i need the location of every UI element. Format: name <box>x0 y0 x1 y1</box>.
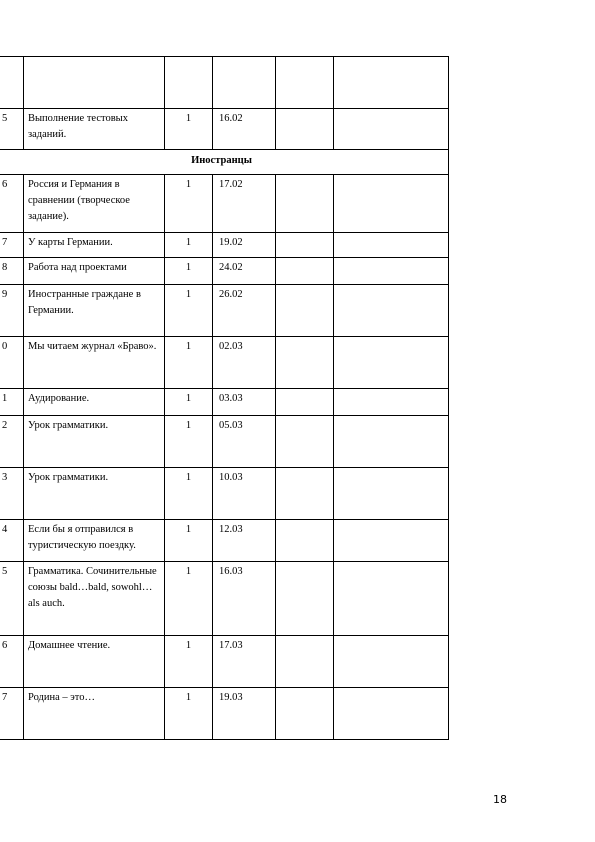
header-cell <box>276 57 334 109</box>
lesson-date: 17.03 <box>213 636 276 688</box>
lesson-extra-cell <box>334 337 449 389</box>
lesson-hours: 1 <box>165 389 213 416</box>
header-cell <box>165 57 213 109</box>
lesson-date: 19.02 <box>213 233 276 258</box>
lesson-extra-cell <box>334 258 449 285</box>
lesson-hours: 1 <box>165 175 213 233</box>
table-row <box>0 520 449 562</box>
lesson-hours: 1 <box>165 468 213 520</box>
lesson-topic: Урок грамматики. <box>24 416 165 468</box>
lesson-topic: Родина – это… <box>24 688 165 740</box>
table-row <box>0 175 449 233</box>
section-row <box>0 150 449 175</box>
lesson-extra-cell <box>276 175 334 233</box>
lesson-hours: 1 <box>165 285 213 337</box>
lesson-hours: 1 <box>165 337 213 389</box>
lesson-extra-cell <box>276 562 334 636</box>
lesson-extra-cell <box>334 520 449 562</box>
lesson-date: 10.03 <box>213 468 276 520</box>
table-row <box>0 389 449 416</box>
table-header-row <box>0 57 449 109</box>
lesson-number: 1 <box>0 389 24 416</box>
page-number: 18 <box>493 793 507 806</box>
lesson-extra-cell <box>334 416 449 468</box>
lesson-date: 17.02 <box>213 175 276 233</box>
lesson-extra-cell <box>334 636 449 688</box>
lesson-date: 03.03 <box>213 389 276 416</box>
lesson-extra-cell <box>276 520 334 562</box>
lesson-date: 26.02 <box>213 285 276 337</box>
lesson-extra-cell <box>276 688 334 740</box>
lesson-topic: Аудирование. <box>24 389 165 416</box>
table-row <box>0 337 449 389</box>
lesson-number: 7 <box>0 233 24 258</box>
table-row <box>0 416 449 468</box>
table-row <box>0 285 449 337</box>
lesson-hours: 1 <box>165 109 213 150</box>
lesson-topic: Урок грамматики. <box>24 468 165 520</box>
table-row <box>0 233 449 258</box>
lesson-extra-cell <box>334 688 449 740</box>
lesson-topic: Работа над проектами <box>24 258 165 285</box>
lesson-hours: 1 <box>165 258 213 285</box>
header-cell <box>213 57 276 109</box>
lesson-extra-cell <box>276 468 334 520</box>
lesson-extra-cell <box>276 233 334 258</box>
lesson-extra-cell <box>276 636 334 688</box>
lesson-extra-cell <box>334 389 449 416</box>
lesson-number: 3 <box>0 468 24 520</box>
lesson-date: 12.03 <box>213 520 276 562</box>
header-cell <box>334 57 449 109</box>
lesson-hours: 1 <box>165 233 213 258</box>
lesson-extra-cell <box>334 175 449 233</box>
table-row <box>0 562 449 636</box>
lesson-extra-cell <box>276 389 334 416</box>
lesson-number: 4 <box>0 520 24 562</box>
lesson-topic: Выполнение тестовых заданий. <box>24 109 165 150</box>
lesson-number: 5 <box>0 562 24 636</box>
lesson-number: 2 <box>0 416 24 468</box>
header-cell <box>0 57 24 109</box>
table-row <box>0 468 449 520</box>
lesson-hours: 1 <box>165 416 213 468</box>
lesson-date: 02.03 <box>213 337 276 389</box>
lesson-number: 8 <box>0 258 24 285</box>
lesson-topic: У карты Германии. <box>24 233 165 258</box>
lesson-extra-cell <box>334 285 449 337</box>
lesson-extra-cell <box>334 233 449 258</box>
lesson-number: 5 <box>0 109 24 150</box>
lesson-extra-cell <box>276 285 334 337</box>
lesson-topic: Если бы я отправился в туристическую поездку. <box>24 520 165 562</box>
lesson-extra-cell <box>276 109 334 150</box>
lesson-hours: 1 <box>165 562 213 636</box>
lesson-topic: Грамматика. Сочинительные союзы bald…bald, sowohl…als auch. <box>24 562 165 636</box>
lesson-hours: 1 <box>165 520 213 562</box>
table-row <box>0 688 449 740</box>
lesson-date: 05.03 <box>213 416 276 468</box>
lesson-number: 6 <box>0 175 24 233</box>
lesson-number: 9 <box>0 285 24 337</box>
lesson-date: 16.03 <box>213 562 276 636</box>
lesson-date: 24.02 <box>213 258 276 285</box>
lesson-date: 16.02 <box>213 109 276 150</box>
lesson-hours: 1 <box>165 688 213 740</box>
lesson-date: 19.03 <box>213 688 276 740</box>
table-row <box>0 109 449 150</box>
lesson-topic: Иностранные граждане в Германии. <box>24 285 165 337</box>
header-cell <box>24 57 165 109</box>
lesson-number: 7 <box>0 688 24 740</box>
lesson-topic: Россия и Германия в сравнении (творческое задание). <box>24 175 165 233</box>
lesson-topic: Домашнее чтение. <box>24 636 165 688</box>
lesson-hours: 1 <box>165 636 213 688</box>
lesson-extra-cell <box>334 562 449 636</box>
lesson-number: 6 <box>0 636 24 688</box>
lesson-extra-cell <box>276 416 334 468</box>
lesson-extra-cell <box>334 109 449 150</box>
table-row <box>0 636 449 688</box>
table-row <box>0 258 449 285</box>
lesson-extra-cell <box>334 468 449 520</box>
lesson-extra-cell <box>276 258 334 285</box>
lesson-plan-table <box>0 56 449 740</box>
lesson-topic: Мы читаем журнал «Браво». <box>24 337 165 389</box>
lesson-extra-cell <box>276 337 334 389</box>
lesson-number: 0 <box>0 337 24 389</box>
section-title: Иностранцы <box>0 150 449 175</box>
